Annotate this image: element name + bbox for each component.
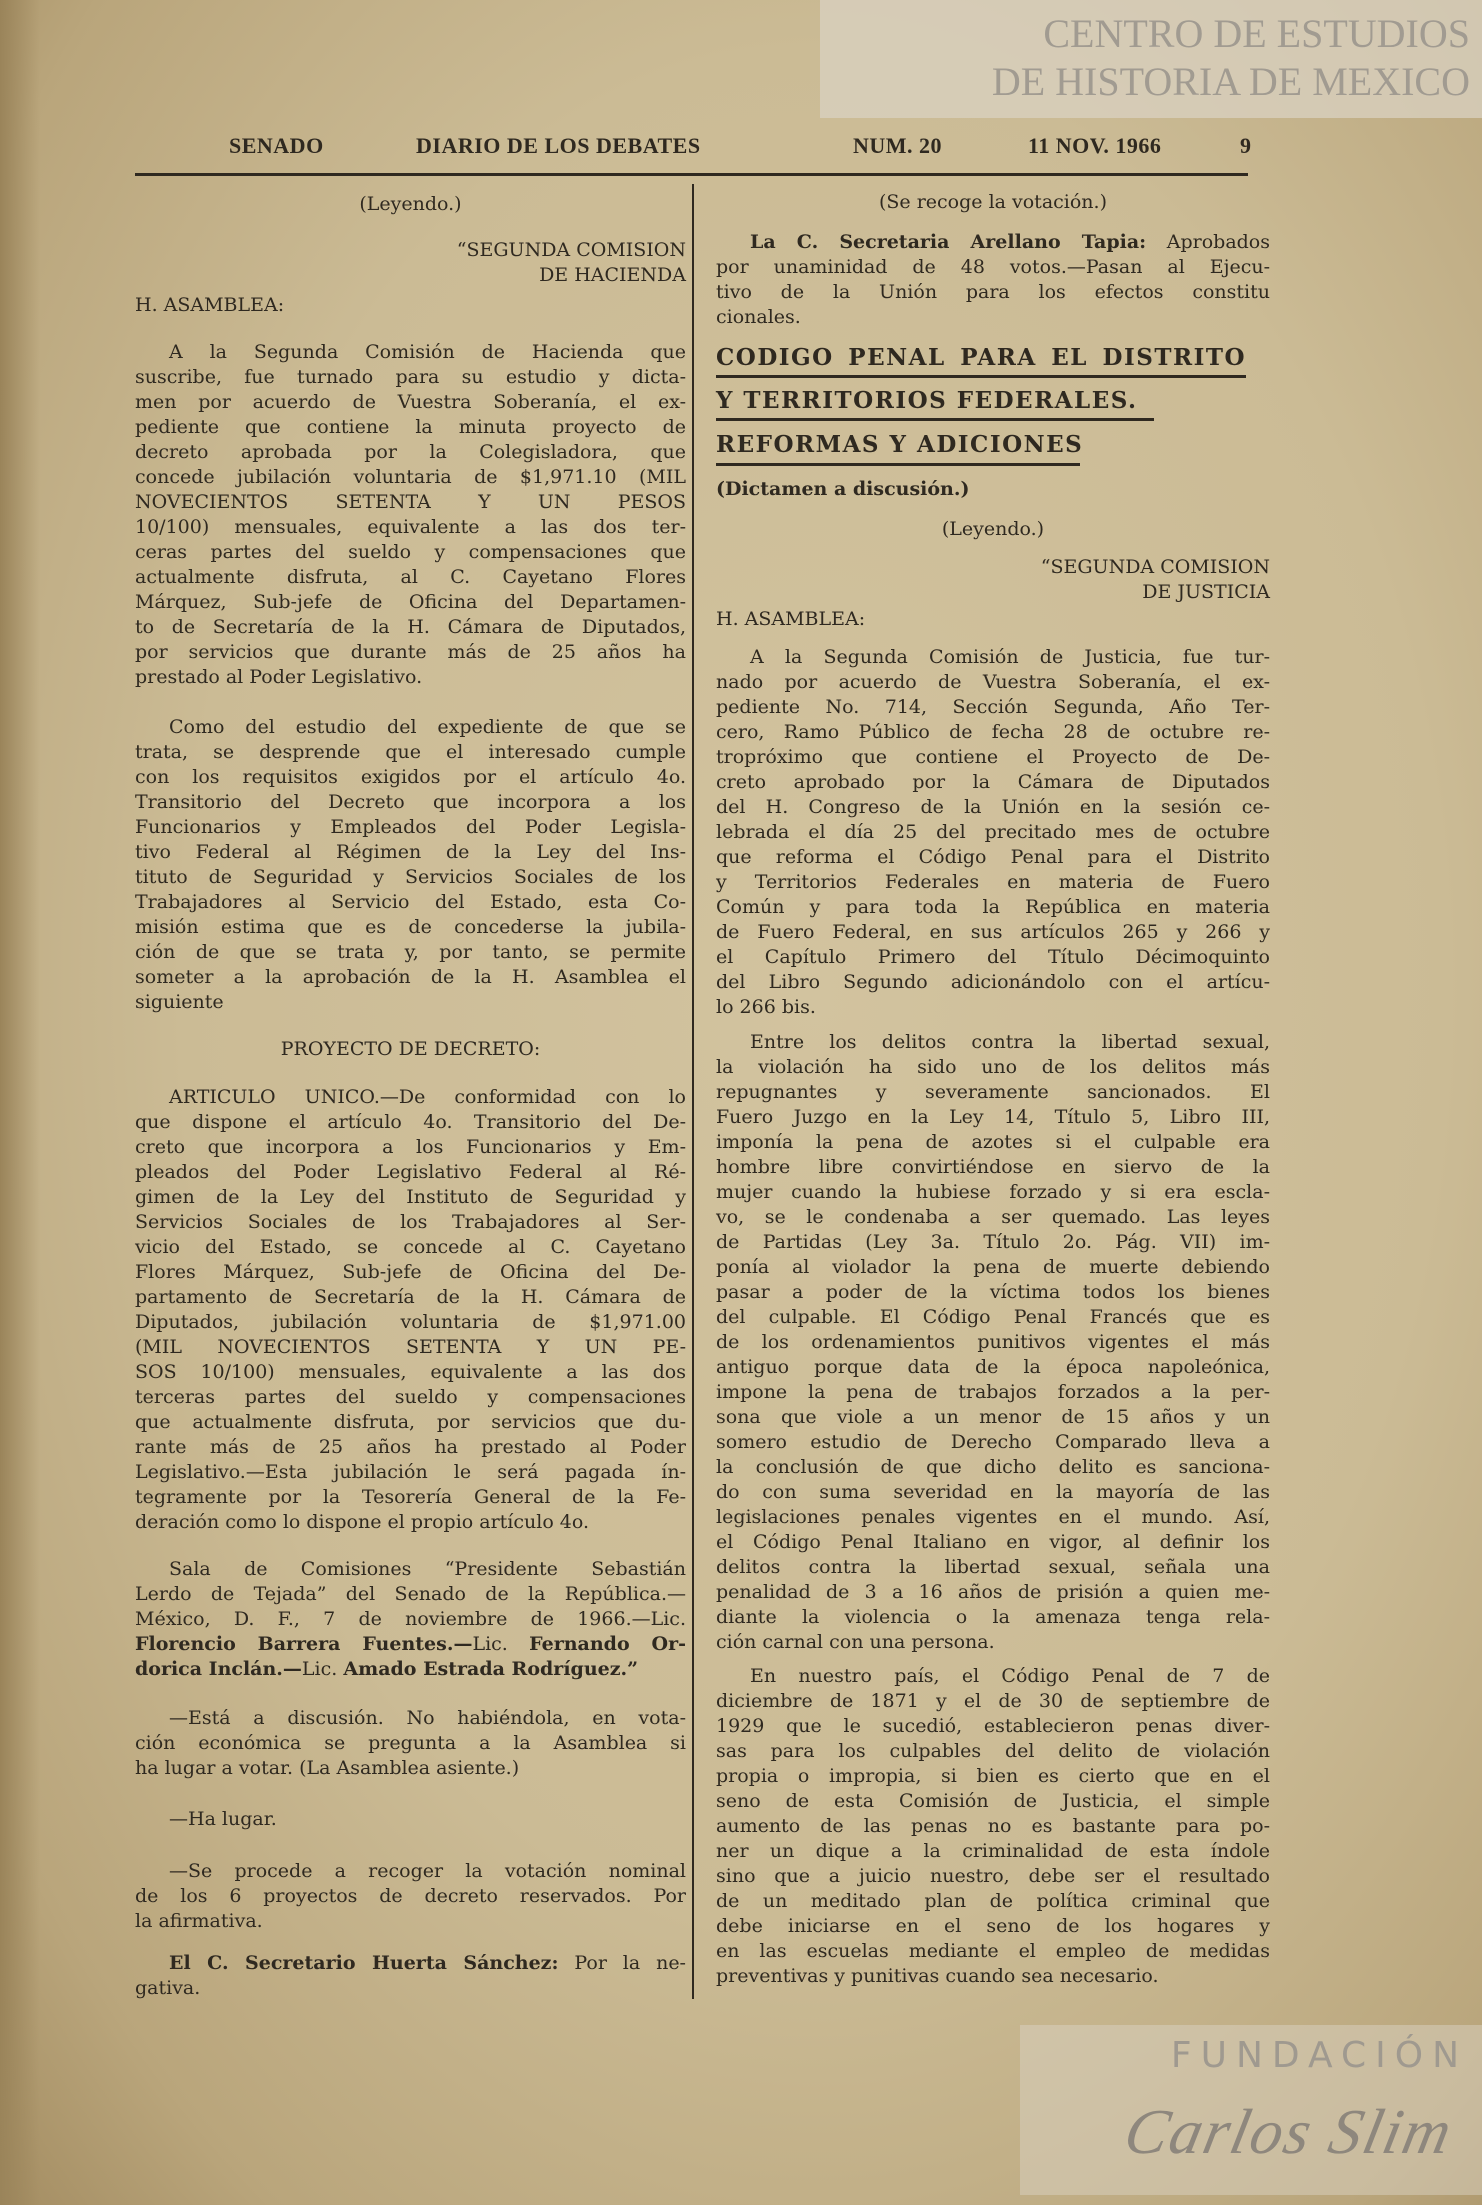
text-line: (MIL NOVECIENTOS SETENTA Y UN PE- <box>135 1336 686 1358</box>
paragraph <box>135 340 686 690</box>
paragraph <box>135 715 686 1015</box>
vote-note: (Se recoge la votación.) <box>879 191 1107 213</box>
text-line: con los requisitos exigidos por el artículo 4o. <box>135 766 686 788</box>
paragraph <box>716 230 1270 330</box>
section-heading: PROYECTO DE DECRETO: <box>280 1038 541 1060</box>
salutation: H. ASAMBLEA: <box>135 294 285 316</box>
dictamen-note: (Dictamen a discusión.) <box>716 478 970 500</box>
text-line: decreto aprobada por la Colegisladora, que <box>135 441 686 463</box>
text-line: Entre los delitos contra la libertad sexual, <box>750 1031 1270 1053</box>
text-line: seno de esta Comisión de Justicia, el simple <box>716 1790 1270 1812</box>
text: Lic. <box>301 1658 344 1680</box>
text-line: mujer cuando la hubiese forzado y si era escla- <box>716 1181 1270 1203</box>
commission-line: DE HACIENDA <box>539 264 686 286</box>
text-line: tegramente por la Tesorería General de la Fe- <box>135 1486 686 1508</box>
text-line: pasar a poder de la víctima todos los bienes <box>716 1281 1270 1303</box>
heading-rule <box>716 375 1246 378</box>
text-line: de los ordenamientos punitivos vigentes el más <box>716 1331 1270 1353</box>
text-line: aumento de las penas no es bastante para po- <box>716 1815 1270 1837</box>
watermark-line: ESTUDIOS <box>1276 11 1470 56</box>
paragraph <box>135 1859 686 1934</box>
text-line: ha lugar a votar. (La Asamblea asiente.) <box>135 1757 520 1779</box>
watermark-foundation: FUNDACIÓN <box>1170 2035 1468 2076</box>
header-date: 11 NOV. 1966 <box>1028 133 1162 158</box>
text-line: el Código Penal Italiano en vigor, al definir los <box>716 1531 1270 1553</box>
text-line: to de Secretaría de la H. Cámara de Diputados, <box>135 616 686 638</box>
text-line: 10/100) mensuales, equivalente a las dos ter- <box>135 516 686 538</box>
watermark-signature: Carlos Slim <box>1118 2096 1460 2167</box>
text-line: de Fuero Federal, en sus artículos 265 y 266 y <box>716 921 1270 943</box>
text-line: preventivas y punitivas cuando sea necesario. <box>716 1965 1159 1987</box>
text-line: suscribe, fue turnado para su estudio y dicta- <box>135 366 686 388</box>
signature-paragraph <box>135 1557 686 1682</box>
text-line: A la Segunda Comisión de Justicia, fue tur- <box>750 646 1270 668</box>
text-line: de Partidas (Ley 3a. Título 2o. Pág. VII) im- <box>716 1231 1270 1253</box>
text-line: por unaminidad de 48 votos.—Pasan al Ejecu- <box>716 256 1270 278</box>
text-line: de un meditado plan de política criminal que <box>716 1890 1270 1912</box>
text-line: lebrada el día 25 del precitado mes de octubre <box>716 821 1270 843</box>
text-line: antiguo porque data de la época napoleónica, <box>716 1356 1270 1378</box>
header-rule <box>135 173 1248 176</box>
text-line: vo, se le condenaba a ser quemado. Las leyes <box>716 1206 1270 1228</box>
heading-rule <box>716 463 1080 466</box>
text-line: ner un dique a la criminalidad de esta índole <box>716 1840 1270 1862</box>
text-line: impone la pena de trabajos forzados a la per- <box>716 1381 1270 1403</box>
text-line: Como del estudio del expediente de que se <box>169 716 686 738</box>
text-line: someter a la aprobación de la H. Asamblea el <box>135 966 686 988</box>
text-line: prestado al Poder Legislativo. <box>135 666 423 688</box>
text-line <box>135 1657 686 1682</box>
text-line: pleados del Poder Legislativo Federal al Ré- <box>135 1161 686 1183</box>
text-line: Diputados, jubilación voluntaria de $1,971.00 <box>135 1311 686 1333</box>
text-line: hombre libre convirtiéndose en siervo de la <box>716 1156 1270 1178</box>
text-line: la afirmativa. <box>135 1910 263 1932</box>
paragraph <box>135 1706 686 1781</box>
page-number: 9 <box>1240 133 1252 158</box>
text-line: el Capítulo Primero del Título Décimoquinto <box>716 946 1270 968</box>
text-line: la violación ha sido uno de los delitos más <box>716 1056 1270 1078</box>
text-line: cionales. <box>716 306 801 328</box>
heading-rule <box>716 418 1154 421</box>
text-line: repugnantes y severamente sancionados. El <box>716 1081 1270 1103</box>
text-line: Trabajadores al Servicio del Estado, esta Co- <box>135 891 686 913</box>
text-line: En nuestro país, el Código Penal de 7 de <box>750 1665 1270 1687</box>
text-line: rante más de 25 años ha prestado al Poder <box>135 1436 686 1458</box>
text-line: creto aprobado por la Cámara de Diputados <box>716 771 1270 793</box>
text-line: Servicios Sociales de los Trabajadores al Ser- <box>135 1211 686 1233</box>
text-line: —Está a discusión. No habiéndola, en vota- <box>169 1707 686 1729</box>
text-line: concede jubilación voluntaria de $1,971.10 (MIL <box>135 466 686 488</box>
text-line: que reforma el Código Penal para el Distrito <box>716 846 1270 868</box>
text: Lic. <box>472 1633 530 1655</box>
text-line: deración como lo dispone el propio artículo 4o. <box>135 1511 590 1533</box>
commission-line: DE JUSTICIA <box>1142 581 1270 603</box>
text-line: nado por acuerdo de Vuestra Soberanía, el ex- <box>716 671 1270 693</box>
text-line: ponía al violador la pena de muerte debiendo <box>716 1256 1270 1278</box>
text-line: del Libro Segundo adicionándolo con el artícu- <box>716 971 1270 993</box>
watermark-line: DE MEXICO <box>1248 59 1470 104</box>
text-line: tituto de Seguridad y Servicios Sociales de los <box>135 866 686 888</box>
bold-text: Florencio Barrera Fuentes.— <box>135 1633 473 1655</box>
text-line: Transitorio del Decreto que incorpora a los <box>135 791 686 813</box>
column-divider <box>692 184 694 1999</box>
text-line: do con suma severidad en la mayoría de las <box>716 1481 1270 1503</box>
text-line: tropróximo que contiene el Proyecto de De- <box>716 746 1270 768</box>
text-line: gimen de la Ley del Instituto de Seguridad y <box>135 1186 686 1208</box>
text-line: delitos contra la libertad sexual, señala una <box>716 1556 1270 1578</box>
text-line: sino que a juicio nuestro, debe ser el resultado <box>716 1865 1270 1887</box>
text-line: siguiente <box>135 991 224 1013</box>
text-line: 1929 que le sucedió, establecieron penas diver- <box>716 1715 1270 1737</box>
bold-text: dorica Inclán.— <box>135 1658 302 1680</box>
text-line: Legislativo.—Esta jubilación le será pagada ín- <box>135 1461 686 1483</box>
text-line: México, D. F., 7 de noviembre de 1966.—Lic. <box>135 1608 686 1630</box>
text-line: creto que incorpora a los Funcionarios y Em- <box>135 1136 686 1158</box>
text-line: de los 6 proyectos de decreto reservados. Por <box>135 1885 686 1907</box>
text-line: actualmente disfruta, al C. Cayetano Flores <box>135 566 686 588</box>
paragraph <box>716 1030 1270 1655</box>
commission-line: “SEGUNDA COMISION <box>456 239 686 261</box>
text-line: la conclusión de que dicho delito es sanciona- <box>716 1456 1270 1478</box>
text-line: debe iniciarse en el seno de los hogares y <box>716 1915 1270 1937</box>
text-line: diciembre de 1871 y el de 30 de septiembre de <box>716 1690 1270 1712</box>
header-number: NUM. 20 <box>853 133 943 158</box>
text-line: sas para los culpables del delito de violación <box>716 1740 1270 1762</box>
text: Por la ne- <box>558 1952 686 1974</box>
text-line: penalidad de 3 a 16 años de prisión a quien me- <box>716 1581 1270 1603</box>
text-line: y Territorios Federales en materia de Fuero <box>716 871 1270 893</box>
text-line: ción económica se pregunta a la Asamblea si <box>135 1732 686 1754</box>
text-line: terceras partes del sueldo y compensaciones <box>135 1386 686 1408</box>
text-line: —Se procede a recoger la votación nominal <box>169 1860 686 1882</box>
text-line: misión estima que es de concederse la jubila- <box>135 916 686 938</box>
text-line: men por acuerdo de Vuestra Soberanía, el ex- <box>135 391 686 413</box>
text-line: Sala de Comisiones “Presidente Sebastián <box>169 1558 686 1580</box>
paragraph <box>716 1664 1270 1989</box>
bold-text: Fernando Or- <box>529 1633 686 1655</box>
header-publication: DIARIO DE LOS DEBATES <box>416 133 701 158</box>
text-line: Márquez, Sub-jefe de Oficina del Departamen- <box>135 591 686 613</box>
text-line: ceras partes del sueldo y compensaciones que <box>135 541 686 563</box>
bold-text: La C. Secretaria Arellano Tapia: <box>750 231 1147 253</box>
text-line: A la Segunda Comisión de Hacienda que <box>169 341 686 363</box>
watermark-line: CENTRO DE <box>1043 11 1267 56</box>
text-line <box>135 1951 686 1976</box>
paragraph <box>135 1807 686 1832</box>
text-line: SOS 10/100) mensuales, equivalente a las dos <box>135 1361 686 1383</box>
text-line: somero estudio de Derecho Comparado lleva a <box>716 1431 1270 1453</box>
text-line: pediente No. 714, Sección Segunda, Año Ter- <box>716 696 1270 718</box>
text-line: diante la violencia o la amenaza tenga rela- <box>716 1606 1270 1628</box>
text-line: en las escuelas mediante el empleo de medidas <box>716 1940 1270 1962</box>
commission-title <box>135 238 686 288</box>
section-heading: REFORMAS Y ADICIONES <box>716 431 1084 458</box>
text-line <box>135 1632 686 1657</box>
text-line: que actualmente disfruta, por servicios que du- <box>135 1411 686 1433</box>
text-line: sona que viole a un menor de 15 años y un <box>716 1406 1270 1428</box>
leyendo-note: (Leyendo.) <box>941 518 1045 540</box>
text-line: del culpable. El Código Penal Francés que es <box>716 1306 1270 1328</box>
commission-title <box>716 555 1270 605</box>
article-paragraph <box>135 1085 686 1535</box>
text-line: Flores Márquez, Sub-jefe de Oficina del De- <box>135 1261 686 1283</box>
text-line: vicio del Estado, se concede al C. Cayetano <box>135 1236 686 1258</box>
text-line: cero, Ramo Público de fecha 28 de octubre re- <box>716 721 1270 743</box>
text-line: NOVECIENTOS SETENTA Y UN PESOS <box>135 491 686 513</box>
text-line: tivo Federal al Régimen de la Ley del Ins- <box>135 841 686 863</box>
text-line: propia o impropia, si bien es cierto que en el <box>716 1765 1270 1787</box>
text-line: Lerdo de Tejada” del Senado de la República.— <box>135 1583 686 1605</box>
text-line: legislaciones penales vigentes en el mundo. Así, <box>716 1506 1270 1528</box>
page-edge-shadow <box>0 0 40 2205</box>
text-line: que dispone el artículo 4o. Transitorio del De- <box>135 1111 686 1133</box>
text-line: del H. Congreso de la Unión en la sesión ce- <box>716 796 1270 818</box>
section-heading: Y TERRITORIOS FEDERALES. <box>716 387 1138 414</box>
text-line <box>716 230 1270 255</box>
text-line: Común y para toda la República en materia <box>716 896 1270 918</box>
text: Aprobados <box>1146 231 1270 253</box>
salutation: H. ASAMBLEA: <box>716 608 866 630</box>
leyendo-note: (Leyendo.) <box>359 193 462 215</box>
text-line: lo 266 bis. <box>716 996 816 1018</box>
text-line: Funcionarios y Empleados del Poder Legisla- <box>135 816 686 838</box>
commission-line: “SEGUNDA COMISION <box>1040 556 1270 578</box>
paragraph <box>135 1951 686 2001</box>
text-line: por servicios que durante más de 25 años ha <box>135 641 686 663</box>
text-line: —Ha lugar. <box>169 1808 277 1830</box>
watermark-row <box>830 12 1470 56</box>
text-line: Fuero Juzgo en la Ley 14, Título 5, Libro III, <box>716 1106 1270 1128</box>
text-line: tivo de la Unión para los efectos constitu <box>716 281 1270 303</box>
header-chamber: SENADO <box>229 133 324 158</box>
watermark-row <box>830 60 1470 104</box>
paragraph <box>716 645 1270 1020</box>
text-line: pediente que contiene la minuta proyecto de <box>135 416 686 438</box>
text-line: gativa. <box>135 1977 201 1999</box>
text-line: partamento de Secretaría de la H. Cámara de <box>135 1286 686 1308</box>
bold-text: Amado Estrada Rodríguez.” <box>343 1658 639 1680</box>
section-heading: CODIGO PENAL PARA EL DISTRITO <box>716 344 1246 371</box>
bold-text: El C. Secretario Huerta Sánchez: <box>169 1952 559 1974</box>
text-line: ción carnal con una persona. <box>716 1631 995 1653</box>
text-line: imponía la pena de azotes si el culpable era <box>716 1131 1270 1153</box>
watermark-line: DE HISTORIA <box>991 59 1239 104</box>
text-line: trata, se desprende que el interesado cumple <box>135 741 686 763</box>
text-line: ARTICULO UNICO.—De conformidad con lo <box>169 1086 686 1108</box>
text-line: ción de que se trata y, por tanto, se permite <box>135 941 686 963</box>
